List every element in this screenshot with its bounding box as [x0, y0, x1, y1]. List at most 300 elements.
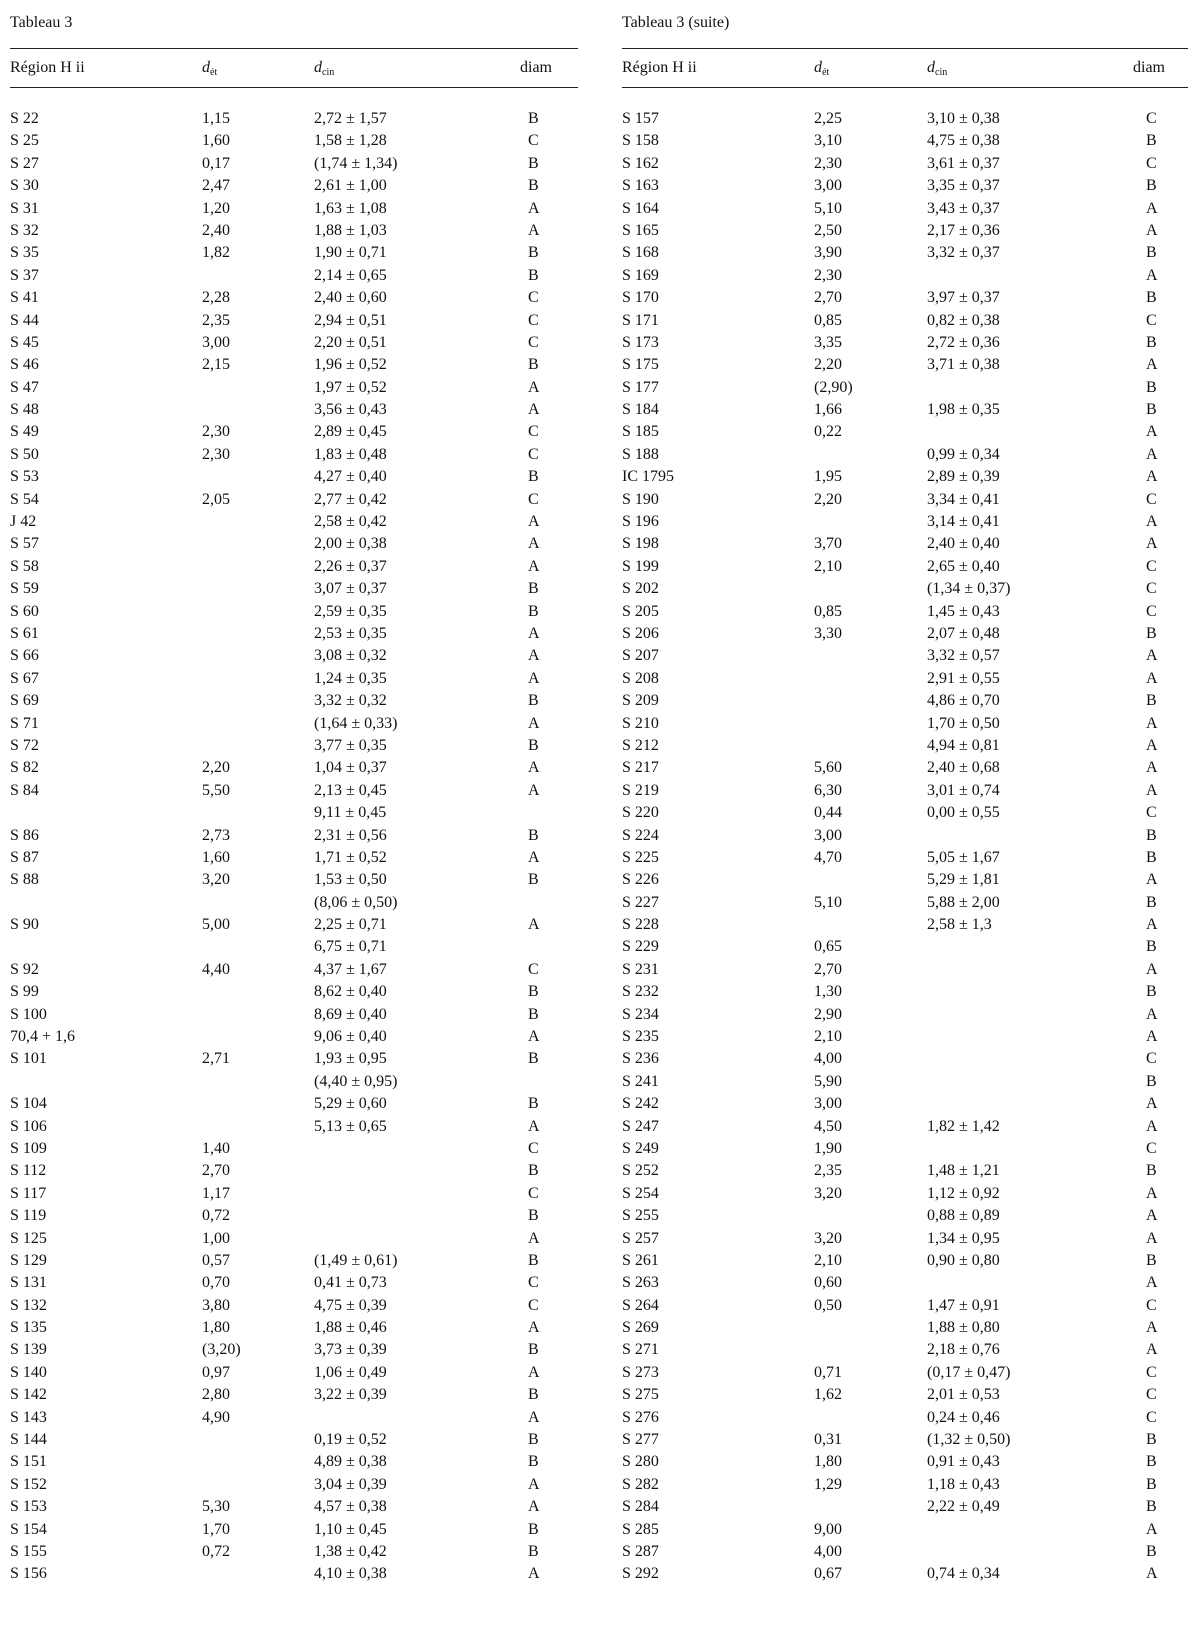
cell-region: S 112: [10, 1162, 47, 1180]
cell-diam: B: [1146, 1543, 1157, 1560]
table-row: [10, 1048, 578, 1070]
cell-region: S 143: [10, 1408, 47, 1426]
cell-d-et: 3,70: [814, 535, 842, 553]
cell-d-cin: 2,40 ± 0,68: [927, 759, 1000, 777]
table-row: [622, 466, 1188, 488]
cell-d-et: 2,20: [814, 356, 842, 374]
cell-region: S 177: [622, 378, 659, 396]
cell-d-cin: 1,48 ± 1,21: [927, 1162, 1000, 1180]
table-row: [10, 668, 578, 690]
cell-d-cin: 1,24 ± 0,35: [314, 669, 387, 687]
cell-d-cin: 1,88 ± 0,80: [927, 1319, 1000, 1337]
table-row: [10, 1496, 578, 1518]
table-row: [622, 533, 1188, 555]
table-row: [10, 242, 578, 264]
table-row: [622, 332, 1188, 354]
cell-diam: A: [1146, 356, 1158, 374]
cell-region: [10, 936, 160, 958]
cell-diam: B: [1146, 692, 1157, 710]
cell-diam: B: [528, 1162, 539, 1180]
cell-region: S 132: [10, 1296, 47, 1314]
cell-region: S 69: [10, 692, 39, 710]
cell-region: S 205: [622, 602, 659, 620]
cell-region: S 210: [622, 714, 659, 732]
cell-diam: A: [1146, 468, 1158, 486]
cell-d-cin: 1,47 ± 0,91: [927, 1296, 1000, 1314]
table-row: [10, 892, 578, 914]
table-row: [622, 1384, 1188, 1406]
cell-d-et: 4,90: [202, 1408, 230, 1426]
cell-d-et: [160, 1474, 290, 1496]
cell-d-et: 1,17: [202, 1184, 230, 1202]
table-row: [622, 242, 1188, 264]
table-row: [10, 623, 578, 645]
cell-region: S 129: [10, 1251, 47, 1269]
cell-d-et: 1,80: [202, 1319, 230, 1337]
cell-d-cin: 2,65 ± 0,40: [927, 557, 1000, 575]
table-row: [622, 556, 1188, 578]
cell-d-et: 3,30: [814, 624, 842, 642]
cell-diam: C: [1146, 1363, 1157, 1381]
table-row: [622, 578, 1188, 600]
cell-d-cin: 2,20 ± 0,51: [314, 333, 387, 351]
table-row: [10, 1474, 578, 1496]
cell-d-et: [772, 1407, 903, 1429]
table-row: [10, 444, 578, 466]
table-row: [10, 1295, 578, 1317]
table-row: [10, 421, 578, 443]
cell-d-et: [160, 1116, 290, 1138]
cell-d-et: 4,00: [814, 1050, 842, 1068]
cell-region: S 284: [622, 1498, 659, 1516]
cell-diam: A: [1146, 781, 1158, 799]
cell-diam: B: [528, 1386, 539, 1404]
cell-d-cin: [903, 1138, 1078, 1160]
cell-d-et: 1,60: [202, 132, 230, 150]
table-row: [622, 713, 1188, 735]
cell-d-et: [160, 1563, 290, 1585]
cell-diam: B: [1146, 1072, 1157, 1090]
cell-d-cin: 4,86 ± 0,70: [927, 692, 1000, 710]
cell-d-cin: 3,01 ± 0,74: [927, 781, 1000, 799]
table-row: [10, 198, 578, 220]
cell-diam: A: [1146, 759, 1158, 777]
table-row: [622, 220, 1188, 242]
table-row: [622, 1004, 1188, 1026]
cell-d-et: [160, 1004, 290, 1026]
cell-region: S 125: [10, 1229, 47, 1247]
table-row: [10, 936, 578, 958]
table-row: [10, 1519, 578, 1541]
cell-region: S 154: [10, 1520, 47, 1538]
cell-diam: B: [528, 1543, 539, 1560]
table-row: [10, 533, 578, 555]
cell-d-cin: [903, 1272, 1078, 1294]
cell-diam: C: [1146, 1296, 1157, 1314]
cell-d-cin: (0,17 ± 0,47): [927, 1363, 1011, 1381]
table-row: [10, 981, 578, 1003]
cell-d-cin: 0,24 ± 0,46: [927, 1408, 1000, 1426]
cell-diam: B: [528, 983, 539, 1001]
table-row: [622, 690, 1188, 712]
cell-d-cin: 4,27 ± 0,40: [314, 468, 387, 486]
cell-d-et: 2,28: [202, 289, 230, 307]
cell-region: S 280: [622, 1453, 659, 1471]
cell-region: S 282: [622, 1475, 659, 1493]
cell-d-cin: 2,17 ± 0,36: [927, 221, 1000, 239]
cell-region: S 22: [10, 110, 39, 127]
cell-region: S 32: [10, 221, 39, 239]
cell-d-et: [160, 511, 290, 533]
cell-d-cin: 2,59 ± 0,35: [314, 602, 387, 620]
cell-region: S 37: [10, 266, 39, 284]
cell-d-cin: 1,45 ± 0,43: [927, 602, 1000, 620]
table-row: [10, 354, 578, 376]
cell-region: S 287: [622, 1543, 659, 1560]
cell-diam: B: [1146, 938, 1157, 956]
cell-region: S 90: [10, 916, 39, 934]
cell-d-et: [772, 713, 903, 735]
cell-d-et: 3,90: [814, 244, 842, 262]
cell-diam: A: [528, 1498, 540, 1516]
cell-d-cin: 3,22 ± 0,39: [314, 1386, 387, 1404]
cell-diam: A: [1146, 1207, 1158, 1225]
cell-diam: B: [528, 602, 539, 620]
cell-d-et: [160, 936, 290, 958]
table-row: [622, 1026, 1188, 1048]
header-d-et: $d_{ét}$: [814, 58, 830, 78]
cell-diam: B: [1146, 1251, 1157, 1269]
table-row: [622, 287, 1188, 309]
cell-diam: A: [528, 1028, 540, 1046]
cell-d-et: 1,00: [202, 1229, 230, 1247]
table-row: [10, 1138, 578, 1160]
cell-d-cin: 4,75 ± 0,38: [927, 132, 1000, 150]
cell-region: S 164: [622, 199, 659, 217]
cell-d-et: 1,40: [202, 1139, 230, 1157]
cell-d-cin: 1,06 ± 0,49: [314, 1363, 387, 1381]
cell-region: S 158: [622, 132, 659, 150]
cell-d-cin: 3,97 ± 0,37: [927, 289, 1000, 307]
cell-region: S 84: [10, 781, 39, 799]
cell-d-cin: 3,04 ± 0,39: [314, 1475, 387, 1493]
cell-d-cin: 3,07 ± 0,37: [314, 580, 387, 598]
table-row: [622, 153, 1188, 175]
cell-d-et: [160, 377, 290, 399]
cell-d-et: [160, 892, 290, 914]
cell-region: S 170: [622, 289, 659, 307]
cell-d-et: 0,50: [814, 1296, 842, 1314]
cell-diam: C: [528, 311, 539, 329]
cell-d-cin: 3,32 ± 0,32: [314, 692, 387, 710]
table-row: [10, 399, 578, 421]
table-row: [10, 1541, 578, 1563]
cell-diam: A: [1146, 1319, 1158, 1337]
cell-region: S 190: [622, 490, 659, 508]
cell-region: S 31: [10, 199, 39, 217]
cell-diam: A: [1146, 1565, 1158, 1583]
table-row: [10, 825, 578, 847]
cell-d-cin: 2,72 ± 1,57: [314, 110, 387, 127]
cell-d-et: 1,20: [202, 199, 230, 217]
cell-d-cin: 3,14 ± 0,41: [927, 513, 1000, 531]
table-row: [10, 1384, 578, 1406]
cell-d-cin: 0,74 ± 0,34: [927, 1565, 1000, 1583]
cell-region: S 86: [10, 826, 39, 844]
cell-d-cin: [290, 1228, 465, 1250]
cell-region: S 53: [10, 468, 39, 486]
cell-d-cin: [290, 1183, 465, 1205]
cell-region: S 106: [10, 1117, 47, 1135]
cell-region: S 207: [622, 647, 659, 665]
cell-region: S 99: [10, 983, 39, 1001]
table-row: [10, 735, 578, 757]
cell-region: S 275: [622, 1386, 659, 1404]
table-row: [622, 892, 1188, 914]
table-row: [10, 1004, 578, 1026]
cell-diam: C: [528, 1296, 539, 1314]
cell-region: S 235: [622, 1028, 659, 1046]
table-row: [622, 1317, 1188, 1339]
table-header: [622, 49, 1188, 87]
cell-d-et: 1,29: [814, 1475, 842, 1493]
cell-d-et: 5,10: [814, 893, 842, 911]
cell-d-et: 2,30: [202, 423, 230, 441]
cell-region: S 144: [10, 1431, 47, 1449]
table-row: [10, 802, 578, 824]
cell-d-cin: 2,01 ± 0,53: [927, 1386, 1000, 1404]
cell-d-et: 2,47: [202, 177, 230, 195]
cell-d-cin: (1,74 ± 1,34): [314, 154, 398, 172]
table-row: [10, 175, 578, 197]
cell-diam: C: [528, 490, 539, 508]
cell-d-cin: 3,77 ± 0,35: [314, 736, 387, 754]
cell-diam: B: [1146, 1453, 1157, 1471]
cell-d-cin: 1,63 ± 1,08: [314, 199, 387, 217]
cell-d-cin: 2,13 ± 0,45: [314, 781, 387, 799]
cell-diam: A: [1146, 1341, 1158, 1359]
cell-d-cin: 2,22 ± 0,49: [927, 1498, 1000, 1516]
table-row: [622, 377, 1188, 399]
cell-diam: A: [528, 557, 540, 575]
cell-diam: C: [528, 1139, 539, 1157]
cell-region: S 276: [622, 1408, 659, 1426]
cell-d-cin: [903, 936, 1078, 958]
cell-d-et: 0,67: [814, 1565, 842, 1583]
cell-diam: A: [1146, 423, 1158, 441]
cell-d-et: 0,70: [202, 1274, 230, 1292]
header-diam: diam: [520, 59, 552, 76]
table-row: [10, 1116, 578, 1138]
cell-region: S 188: [622, 445, 659, 463]
cell-region: J 42: [10, 513, 37, 531]
cell-diam: A: [1146, 221, 1158, 239]
cell-d-et: [160, 623, 290, 645]
cell-region: S 184: [622, 401, 659, 419]
table-row: [10, 1093, 578, 1115]
cell-region: S 231: [622, 960, 659, 978]
cell-region: S 212: [622, 736, 659, 754]
cell-diam: B: [1146, 177, 1157, 195]
cell-d-cin: 1,71 ± 0,52: [314, 848, 387, 866]
cell-region: S 101: [10, 1050, 47, 1068]
cell-d-et: [160, 533, 290, 555]
cell-d-et: 5,00: [202, 916, 230, 934]
table-row: [10, 1339, 578, 1361]
table-right: [622, 10, 1188, 1586]
table-row: [10, 601, 578, 623]
cell-d-cin: [903, 1026, 1078, 1048]
cell-d-et: [160, 802, 290, 824]
cell-d-et: 3,20: [202, 871, 230, 889]
cell-d-et: [160, 578, 290, 600]
cell-d-cin: [290, 1205, 465, 1227]
cell-diam: A: [1146, 647, 1158, 665]
cell-d-et: 4,70: [814, 848, 842, 866]
cell-d-cin: 3,35 ± 0,37: [927, 177, 1000, 195]
cell-diam: A: [1146, 916, 1158, 934]
cell-region: S 202: [622, 580, 659, 598]
table-row: [622, 1048, 1188, 1070]
cell-region: S 156: [10, 1565, 47, 1583]
table-row: [10, 1183, 578, 1205]
cell-d-et: 3,35: [814, 333, 842, 351]
cell-region: S 196: [622, 513, 659, 531]
table-row: [622, 108, 1188, 130]
cell-region: S 41: [10, 289, 39, 307]
cell-d-et: 3,20: [814, 1184, 842, 1202]
cell-d-et: 5,60: [814, 759, 842, 777]
table-row: [622, 489, 1188, 511]
cell-d-cin: 2,89 ± 0,45: [314, 423, 387, 441]
table-body: [10, 88, 578, 1586]
cell-region: S 88: [10, 871, 39, 889]
cell-diam: B: [528, 871, 539, 889]
cell-d-et: 1,80: [814, 1453, 842, 1471]
cell-region: S 224: [622, 826, 659, 844]
cell-d-et: 0,57: [202, 1251, 230, 1269]
table-row: [622, 265, 1188, 287]
cell-diam: B: [528, 266, 539, 284]
cell-d-cin: 1,83 ± 0,48: [314, 445, 387, 463]
cell-diam: A: [1146, 445, 1158, 463]
cell-d-cin: 0,82 ± 0,38: [927, 311, 1000, 329]
cell-d-cin: [903, 377, 1078, 399]
cell-d-cin: 2,89 ± 0,39: [927, 468, 1000, 486]
cell-diam: B: [1146, 624, 1157, 642]
cell-d-et: 1,82: [202, 244, 230, 262]
table-row: [622, 421, 1188, 443]
cell-diam: A: [528, 714, 540, 732]
cell-diam: A: [528, 848, 540, 866]
table-row: [622, 757, 1188, 779]
cell-region: S 217: [622, 759, 659, 777]
cell-d-et: 3,80: [202, 1296, 230, 1314]
cell-region: S 277: [622, 1431, 659, 1449]
cell-region: S 273: [622, 1363, 659, 1381]
cell-d-et: [160, 668, 290, 690]
table-row: [622, 1093, 1188, 1115]
table-row: [10, 1451, 578, 1473]
cell-diam: C: [1146, 1386, 1157, 1404]
cell-diam: A: [1146, 1229, 1158, 1247]
cell-diam: B: [528, 1050, 539, 1068]
cell-region: S 162: [622, 154, 659, 172]
table-row: [622, 1474, 1188, 1496]
cell-d-cin: [903, 265, 1078, 287]
cell-diam: A: [1146, 1520, 1158, 1538]
cell-diam: C: [1146, 1139, 1157, 1157]
cell-diam: B: [528, 1453, 539, 1471]
cell-d-et: 2,20: [202, 759, 230, 777]
cell-region: 70,4 + 1,6: [10, 1028, 76, 1046]
table-row: [622, 981, 1188, 1003]
cell-diam: [465, 802, 578, 824]
cell-diam: B: [528, 177, 539, 195]
cell-d-cin: 1,93 ± 0,95: [314, 1050, 387, 1068]
cell-d-cin: 1,70 ± 0,50: [927, 714, 1000, 732]
table-row: [10, 1272, 578, 1294]
cell-region: S 198: [622, 535, 659, 553]
cell-d-cin: 5,88 ± 2,00: [927, 893, 1000, 911]
cell-d-cin: 2,14 ± 0,65: [314, 266, 387, 284]
cell-d-cin: 0,41 ± 0,73: [314, 1274, 387, 1292]
cell-diam: C: [528, 445, 539, 463]
table-row: [10, 220, 578, 242]
table-row: [10, 1026, 578, 1048]
cell-d-et: 2,20: [814, 490, 842, 508]
table-title: Tableau 3 (suite): [622, 14, 730, 31]
table-row: [10, 645, 578, 667]
cell-diam: C: [1146, 580, 1157, 598]
cell-d-et: 3,00: [814, 1095, 842, 1113]
cell-d-cin: 8,69 ± 0,40: [314, 1005, 387, 1023]
cell-region: S 92: [10, 960, 39, 978]
table-row: [622, 668, 1188, 690]
cell-diam: B: [528, 580, 539, 598]
cell-region: S 206: [622, 624, 659, 642]
cell-d-et: 2,70: [814, 960, 842, 978]
cell-diam: B: [1146, 983, 1157, 1001]
cell-region: S 220: [622, 804, 659, 822]
table-row: [10, 310, 578, 332]
cell-d-et: 0,31: [814, 1431, 842, 1449]
cell-d-cin: 1,38 ± 0,42: [314, 1543, 387, 1560]
cell-region: S 71: [10, 714, 39, 732]
table-row: [10, 511, 578, 533]
cell-region: S 173: [622, 333, 659, 351]
cell-d-et: [772, 735, 903, 757]
cell-region: S 165: [622, 221, 659, 239]
cell-region: S 255: [622, 1207, 659, 1225]
cell-diam: A: [1146, 1274, 1158, 1292]
cell-d-et: [772, 645, 903, 667]
cell-diam: B: [1146, 1475, 1157, 1493]
cell-diam: A: [1146, 1184, 1158, 1202]
cell-d-cin: 2,07 ± 0,48: [927, 624, 1000, 642]
cell-d-cin: 0,91 ± 0,43: [927, 1453, 1000, 1471]
cell-region: [10, 1071, 160, 1093]
cell-d-cin: 1,82 ± 1,42: [927, 1117, 1000, 1135]
table-row: [10, 1250, 578, 1272]
table-row: [622, 1138, 1188, 1160]
cell-d-cin: 1,58 ± 1,28: [314, 132, 387, 150]
cell-region: S 261: [622, 1251, 659, 1269]
cell-d-et: [160, 466, 290, 488]
cell-d-et: 3,00: [814, 177, 842, 195]
cell-d-et: [160, 713, 290, 735]
table-row: [622, 1116, 1188, 1138]
